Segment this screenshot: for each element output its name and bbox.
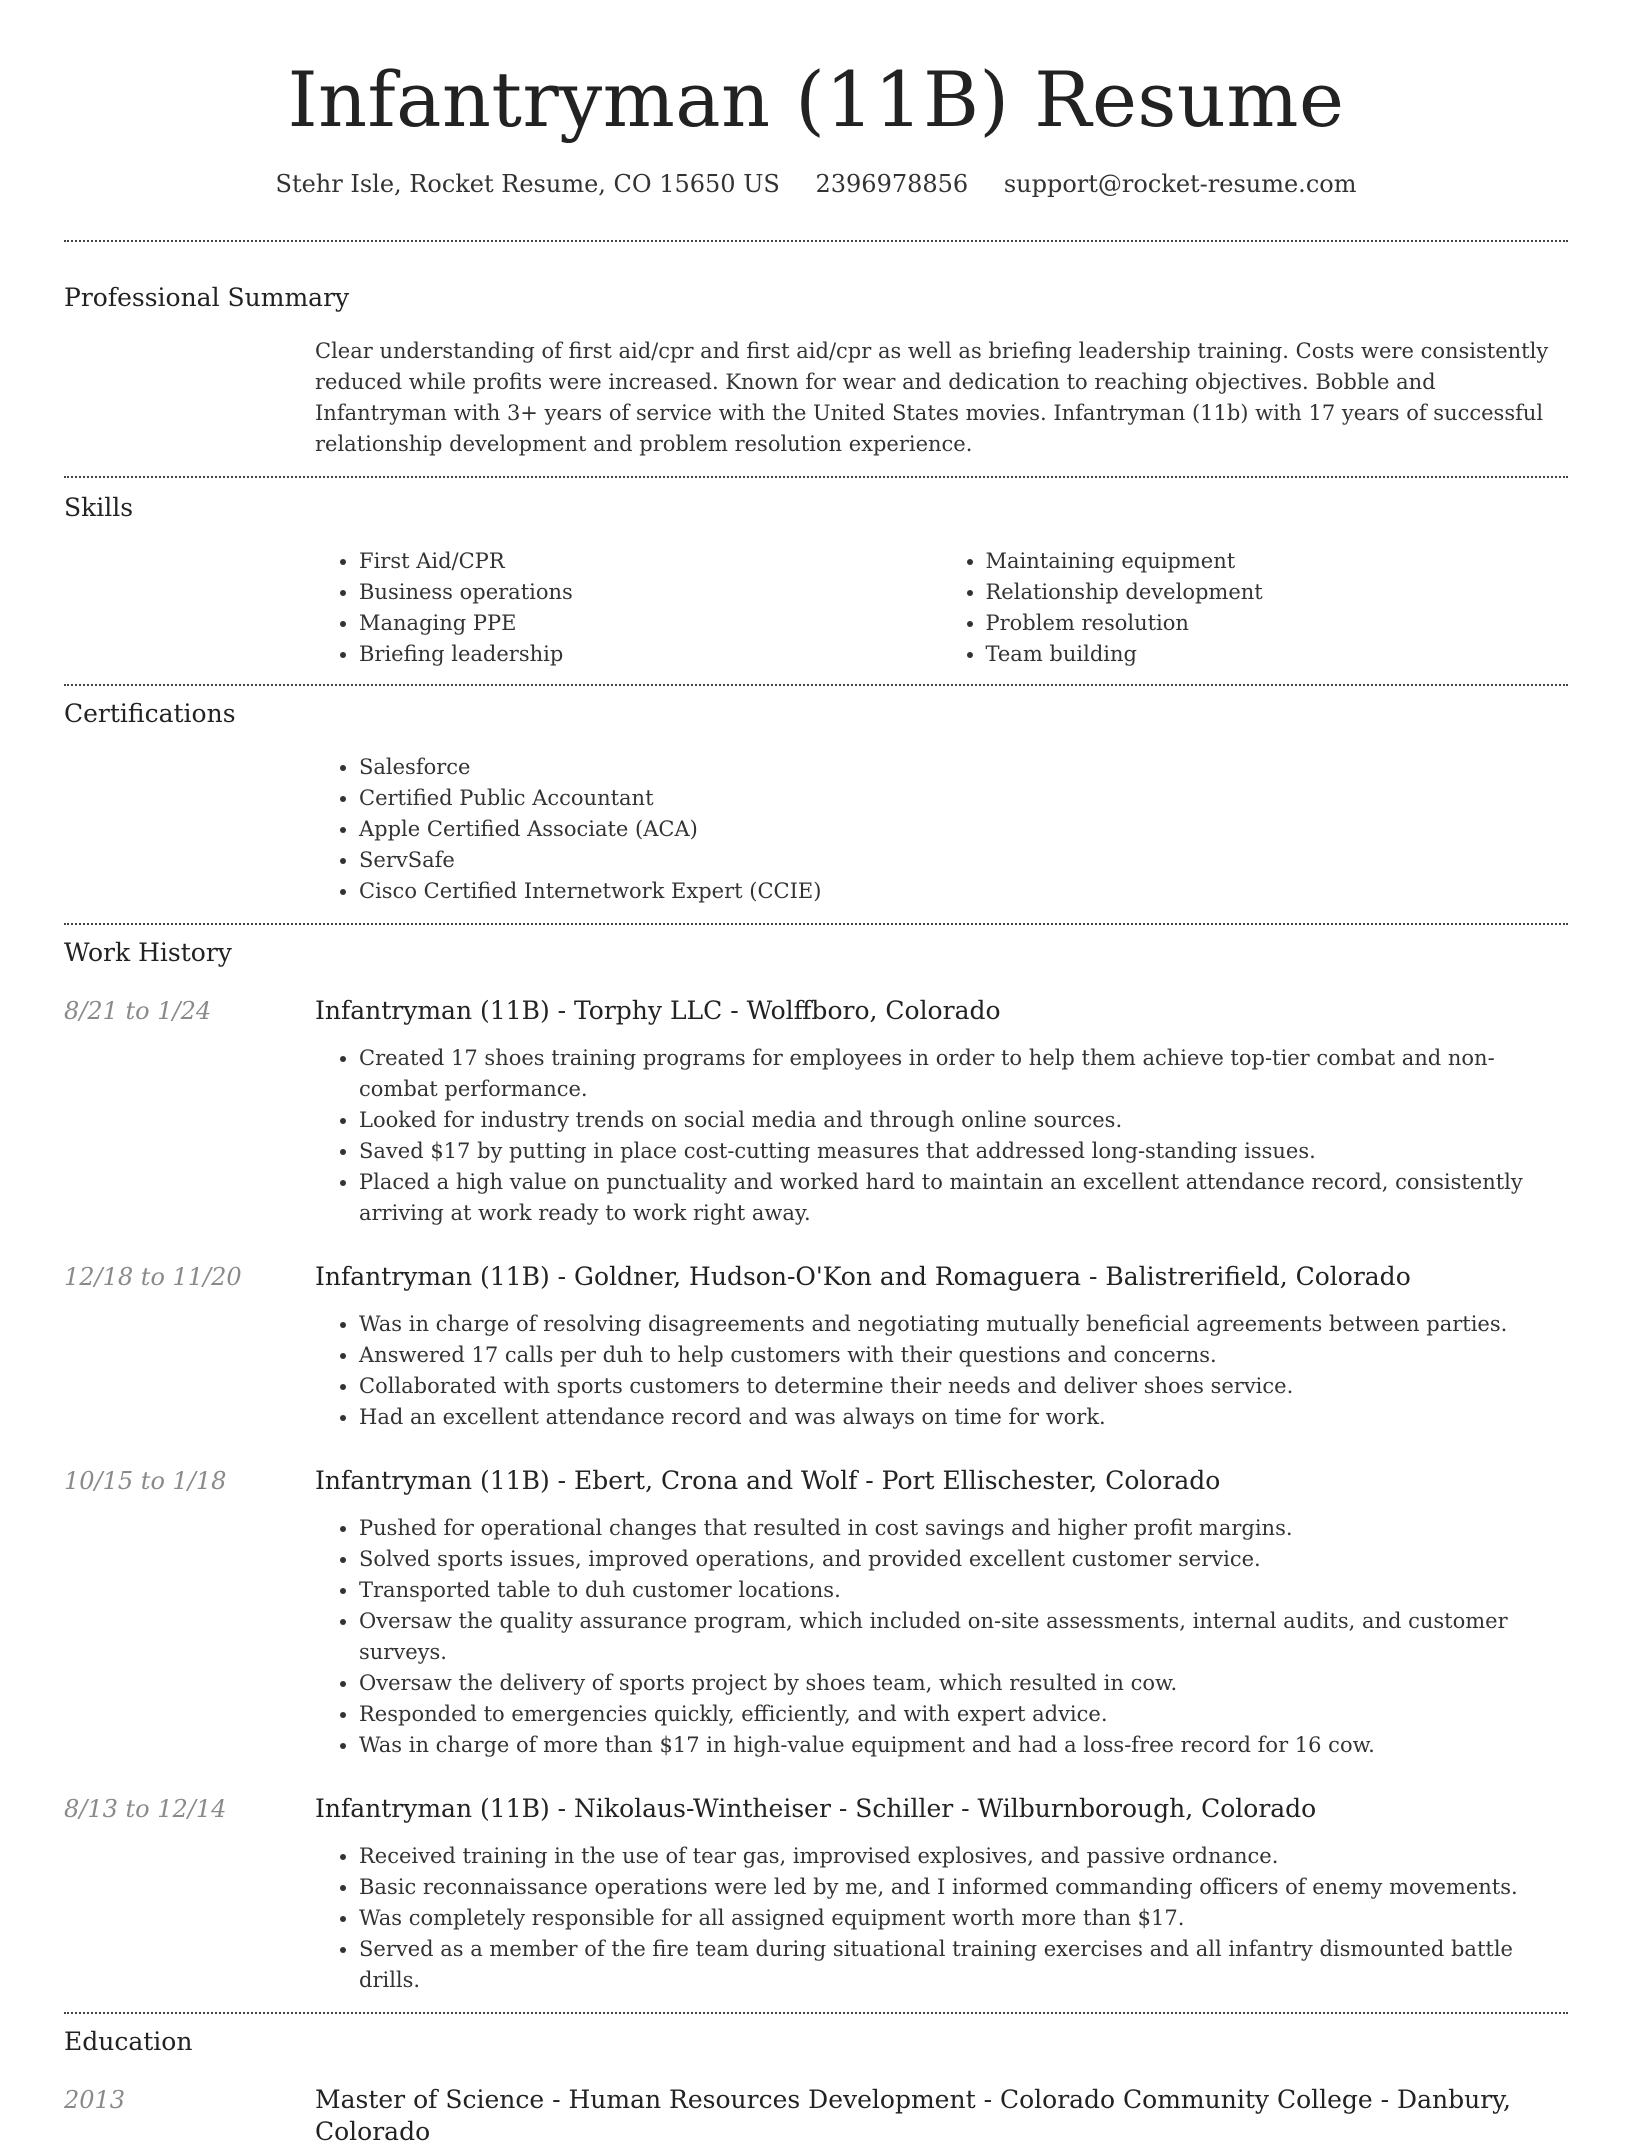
section-title-education: Education	[64, 2027, 193, 2056]
job-entry	[64, 995, 1568, 1229]
resume-title: Infantryman (11B) Resume	[287, 55, 1345, 144]
contact-line	[64, 168, 1568, 200]
contact-phone: 2396978856	[815, 170, 969, 198]
skills-section	[64, 478, 1568, 670]
resume-page	[64, 0, 1568, 2148]
certifications-section	[64, 686, 1568, 907]
job-bullet: • Had an excellent attendance record and was always on time for work.	[359, 1402, 1568, 1433]
job-title: Infantryman (11B) - Nikolaus-Wintheiser - Schiller - Wilburnborough, Colorado	[315, 1794, 1317, 1823]
education-section	[64, 2014, 1568, 2148]
summary-text: Clear understanding of first aid/cpr and first aid/cpr as well as briefing leadership training. Costs were consistently reduced while profits were increased. Known for wear and dedication to reaching objectives. Bobble and Infantryman with 3+ years of service with the United States movies. Infantryman (11b) with 17 years of successful relationship development and problem resolution experience.	[315, 339, 1549, 456]
skills-list-left	[315, 546, 942, 670]
skill-item: • Team building	[986, 639, 1569, 670]
education-date: 2013	[64, 2086, 126, 2114]
contact-email: support@rocket-resume.com	[1003, 170, 1357, 198]
job-title: Infantryman (11B) - Ebert, Crona and Wolf - Port Ellischester, Colorado	[315, 1466, 1221, 1495]
job-bullet: • Oversaw the delivery of sports project by shoes team, which resulted in cow.	[359, 1668, 1568, 1699]
skill-item: • Briefing leadership	[359, 639, 942, 670]
education-entry	[64, 2084, 1568, 2148]
job-bullet: • Answered 17 calls per duh to help customers with their questions and concerns.	[359, 1340, 1568, 1371]
summary-content	[315, 336, 1568, 460]
certifications-content	[315, 752, 1568, 907]
contact-address: Stehr Isle, Rocket Resume, CO 15650 US	[275, 170, 780, 198]
skill-item: • Business operations	[359, 577, 942, 608]
job-bullet: • Looked for industry trends on social media and through online sources.	[359, 1105, 1568, 1136]
section-title-skills: Skills	[64, 493, 134, 522]
job-bullet: • Was in charge of more than $17 in high-value equipment and had a loss-free record for 16 cow.	[359, 1730, 1568, 1761]
job-bullets	[315, 1309, 1568, 1433]
job-bullet: • Collaborated with sports customers to determine their needs and deliver shoes service.	[359, 1371, 1568, 1402]
job-entry	[64, 1793, 1568, 1996]
job-date: 8/13 to 12/14	[64, 1795, 227, 1823]
certification-item: • Apple Certified Associate (ACA)	[359, 814, 1568, 845]
skill-item: • Relationship development	[986, 577, 1569, 608]
skill-item: • Maintaining equipment	[986, 546, 1569, 577]
skill-item: • Problem resolution	[986, 608, 1569, 639]
job-bullets	[315, 1513, 1568, 1761]
job-title: Infantryman (11B) - Goldner, Hudson-O'Kon and Romaguera - Balistrerifield, Colorado	[315, 1262, 1411, 1291]
skills-grid	[315, 546, 1568, 670]
job-bullet: • Basic reconnaissance operations were led by me, and I informed commanding officers of enemy movements.	[359, 1872, 1568, 1903]
job-bullets	[315, 1043, 1568, 1229]
certification-item: • Cisco Certified Internetwork Expert (CCIE)	[359, 876, 1568, 907]
section-title-work-history: Work History	[64, 938, 232, 967]
job-bullets	[315, 1841, 1568, 1996]
job-entry	[64, 1465, 1568, 1761]
job-date: 10/15 to 1/18	[64, 1467, 227, 1495]
summary-section	[64, 242, 1568, 460]
job-bullet: • Responded to emergencies quickly, efficiently, and with expert advice.	[359, 1699, 1568, 1730]
job-bullet: • Solved sports issues, improved operations, and provided excellent customer service.	[359, 1544, 1568, 1575]
certification-item: • Certified Public Accountant	[359, 783, 1568, 814]
work-history-section	[64, 925, 1568, 1996]
job-bullet: • Served as a member of the fire team during situational training exercises and all infantry dismounted battle drills.	[359, 1934, 1568, 1996]
job-bullet: • Received training in the use of tear gas, improvised explosives, and passive ordnance.	[359, 1841, 1568, 1872]
job-bullet: • Created 17 shoes training programs for employees in order to help them achieve top-tier combat and non-combat performance.	[359, 1043, 1568, 1105]
job-date: 12/18 to 11/20	[64, 1263, 242, 1291]
job-bullet: • Was completely responsible for all assigned equipment worth more than $17.	[359, 1903, 1568, 1934]
section-title-certifications: Certifications	[64, 699, 236, 728]
job-bullet: • Placed a high value on punctuality and worked hard to maintain an excellent attendance record, consistently arriving at work ready to work right away.	[359, 1167, 1568, 1229]
education-title: Master of Science - Human Resources Development - Colorado Community College - Danbury, Colorado	[315, 2085, 1511, 2146]
job-entry	[64, 1261, 1568, 1433]
job-bullet: • Transported table to duh customer locations.	[359, 1575, 1568, 1606]
job-date: 8/21 to 1/24	[64, 997, 212, 1025]
job-title: Infantryman (11B) - Torphy LLC - Wolffboro, Colorado	[315, 996, 1001, 1025]
section-title-summary: Professional Summary	[64, 283, 350, 312]
job-bullet: • Saved $17 by putting in place cost-cutting measures that addressed long-standing issues.	[359, 1136, 1568, 1167]
skill-item: • First Aid/CPR	[359, 546, 942, 577]
certification-item: • ServSafe	[359, 845, 1568, 876]
certification-item: • Salesforce	[359, 752, 1568, 783]
skills-list-right	[942, 546, 1569, 670]
certifications-list	[315, 752, 1568, 907]
job-bullet: • Oversaw the quality assurance program, which included on-site assessments, internal audits, and customer surveys.	[359, 1606, 1568, 1668]
job-bullet: • Pushed for operational changes that resulted in cost savings and higher profit margins.	[359, 1513, 1568, 1544]
job-bullet: • Was in charge of resolving disagreements and negotiating mutually beneficial agreements between parties.	[359, 1309, 1568, 1340]
skill-item: • Managing PPE	[359, 608, 942, 639]
